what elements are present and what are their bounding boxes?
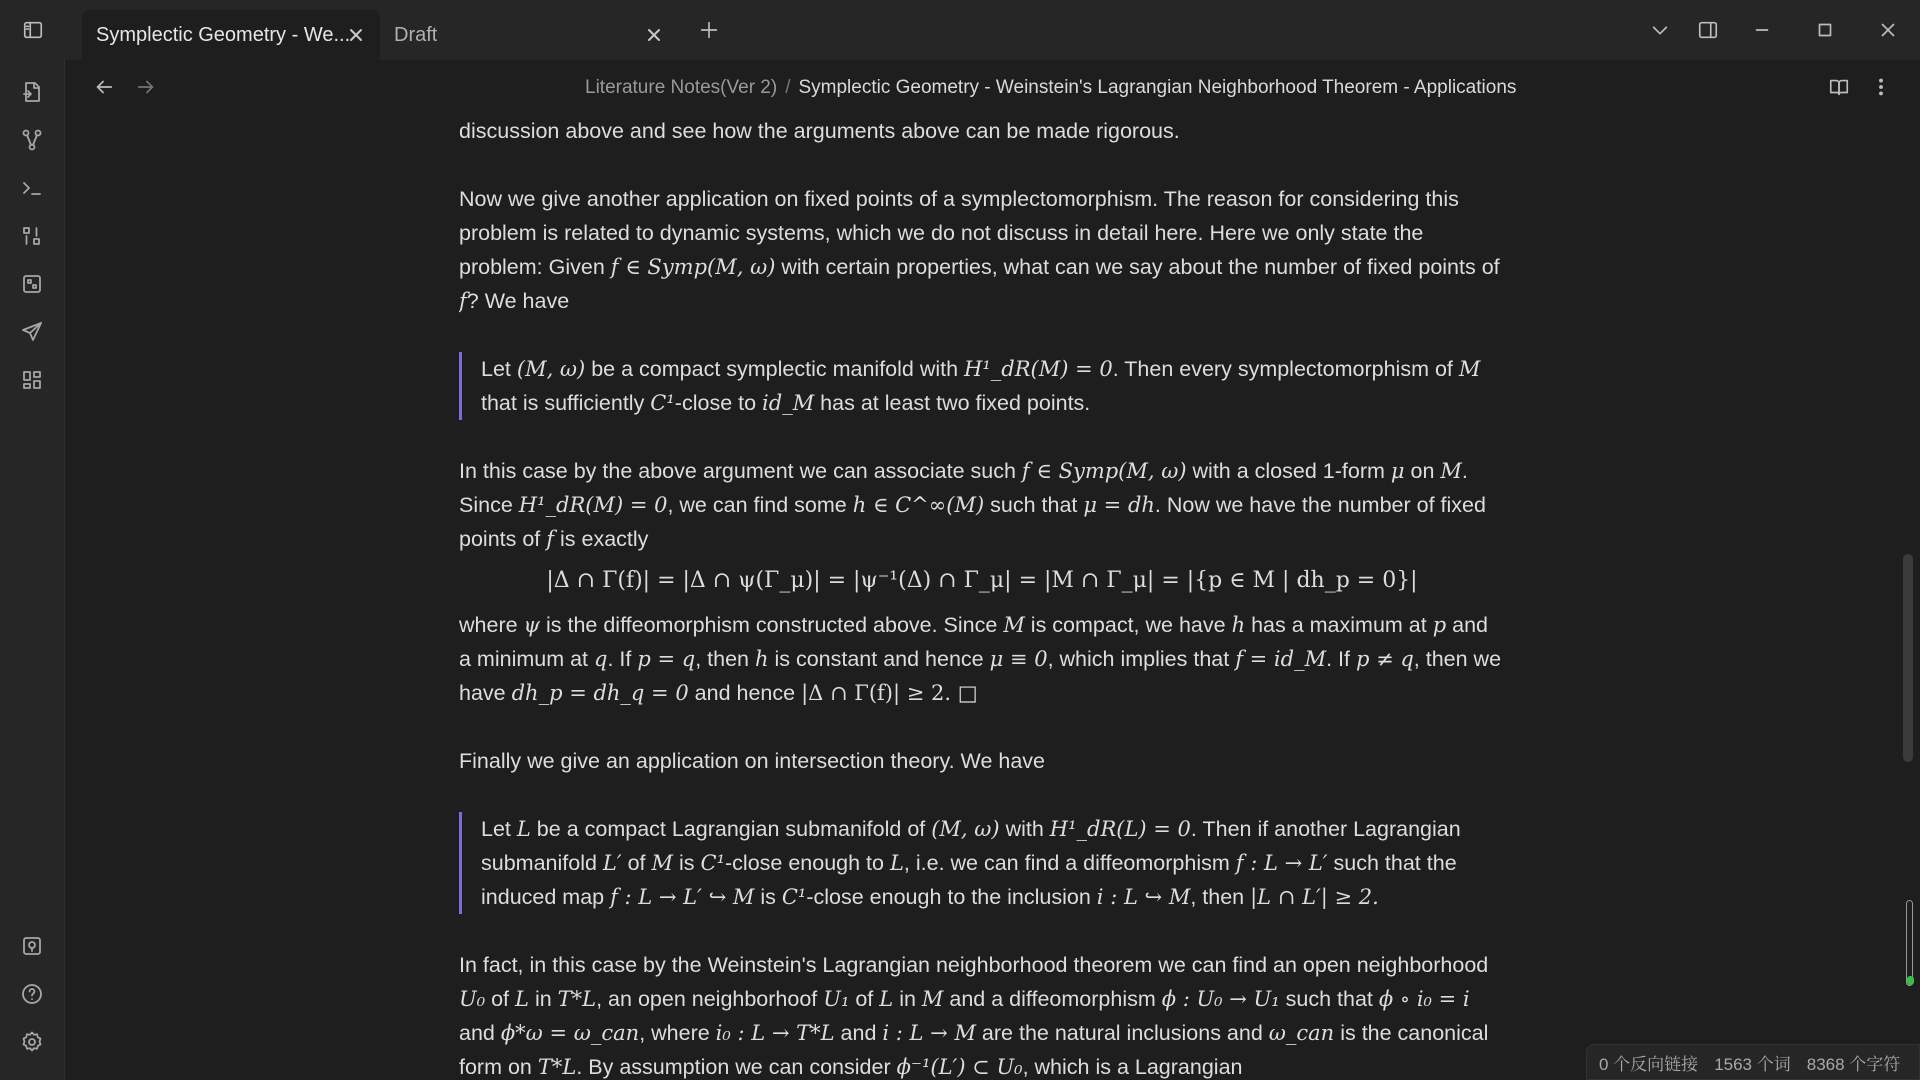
title-bar <box>0 0 1920 60</box>
tab-label: Symplectic Geometry - We... <box>96 23 351 46</box>
maximize-icon[interactable] <box>1808 13 1842 47</box>
math-inline: U₀ <box>459 987 486 1011</box>
math-inline: i : L → M <box>882 1021 976 1045</box>
math-inline: p <box>1432 613 1447 637</box>
text: . Since <box>459 459 1468 517</box>
text: , an open neighborhoof <box>596 987 824 1011</box>
paragraph <box>459 114 1505 148</box>
tab-list-chevron-down-icon[interactable] <box>1643 13 1677 47</box>
math-inline: ϕ⁻¹(L′) ⊂ U₀ <box>896 1055 1023 1079</box>
text: such that <box>984 493 1084 517</box>
view-header <box>65 60 1920 114</box>
back-arrow-icon[interactable] <box>87 70 121 104</box>
text: . If <box>1326 647 1356 671</box>
math-inline: f ∈ Symp(M, ω) <box>610 255 776 279</box>
math-inline: |L ∩ L′| ≥ 2. <box>1250 885 1379 909</box>
math-inline: M <box>651 851 674 875</box>
text: Now we give another application on fixed points of a symplectomorphism. The reason for considering this problem is related to dynamic systems, which we do not discuss in detail here. Here we only state the problem: Given <box>459 187 1459 279</box>
math-inline: f = id_M <box>1235 647 1327 671</box>
text: discussion above and see how the arguments above can be made rigorous. <box>459 119 1180 143</box>
math-inline: i₀ : L → T*L <box>715 1021 835 1045</box>
text: and <box>834 1021 883 1045</box>
math-inline: L <box>889 851 904 875</box>
math-inline: p = q <box>637 647 696 671</box>
status-bar <box>1586 1044 1920 1080</box>
math-inline: μ ≡ 0 <box>989 647 1048 671</box>
math-inline: (M, ω) <box>516 357 586 381</box>
backlinks-count[interactable]: 0 个反向链接 <box>1599 1054 1699 1074</box>
text: -close to <box>674 391 763 415</box>
close-window-icon[interactable] <box>1871 13 1905 47</box>
breadcrumb-current[interactable]: Symplectic Geometry - Weinstein's Lagrangian Neighborhood Theorem - Applications <box>798 77 1517 98</box>
close-icon[interactable] <box>344 23 368 47</box>
text: of <box>621 851 652 875</box>
text: on <box>1404 459 1441 483</box>
math-inline: f ∈ Symp(M, ω) <box>1021 459 1187 483</box>
word-count: 1563 个词 <box>1714 1054 1791 1074</box>
text: is the diffeomorphism constructed above. Since <box>540 613 1004 637</box>
breadcrumb <box>585 77 1516 99</box>
text: Let <box>481 357 517 381</box>
sort-icon[interactable] <box>16 220 48 252</box>
text: , i.e. we can find a diffeomorphism <box>903 851 1236 875</box>
left-ribbon <box>0 60 65 1080</box>
math-inline: M <box>921 987 944 1011</box>
text: is <box>673 851 701 875</box>
math-inline: M <box>1458 357 1481 381</box>
math-inline: ψ <box>523 613 541 637</box>
math-inline: M <box>1440 459 1462 483</box>
vault-switch-icon[interactable] <box>16 930 48 962</box>
math-inline: H¹_dR(M) = 0 <box>518 493 668 517</box>
text: that is sufficiently <box>481 391 651 415</box>
graph-view-icon[interactable] <box>16 124 48 156</box>
paragraph <box>459 454 1505 556</box>
math-inline: ϕ ∘ i₀ = i <box>1378 987 1470 1011</box>
text: is constant and hence <box>768 647 990 671</box>
math-inline: M <box>1003 613 1025 637</box>
new-tab-icon[interactable] <box>692 13 726 47</box>
text: . By assumption we can consider <box>576 1055 897 1079</box>
more-options-icon[interactable] <box>1864 70 1898 104</box>
text: is exactly <box>554 527 649 551</box>
math-inline: C¹ <box>781 885 807 909</box>
text: and <box>459 1021 501 1045</box>
forward-arrow-icon[interactable] <box>129 70 163 104</box>
tab-symplectic-geometry[interactable] <box>82 10 380 60</box>
math-inline: h <box>754 647 769 671</box>
math-display: |Δ ∩ Γ(f)| = |Δ ∩ ψ(Γ_μ)| = |ψ⁻¹(Δ) ∩ Γ_μ| = |M ∩ Γ_μ| = |{p ∈ M | dh_p = 0}| <box>546 568 1418 593</box>
text: In fact, in this case by the Weinstein's Lagrangian neighborhood theorem we can find an open neighborhood <box>459 953 1489 977</box>
text: . Then every symplectomorphism of <box>1112 357 1459 381</box>
close-icon[interactable] <box>642 23 666 47</box>
blockquote-theorem <box>459 352 1505 420</box>
math-inline: h <box>1231 613 1246 637</box>
text: be a compact Lagrangian submanifold of <box>530 817 932 841</box>
math-inline: ϕ : U₀ → U₁ <box>1161 987 1280 1011</box>
text: Finally we give an application on intersection theory. We have <box>459 749 1046 773</box>
math-inline: h ∈ C^∞(M) <box>852 493 985 517</box>
math-inline: μ <box>1390 459 1405 483</box>
math-inline: C¹ <box>650 391 675 415</box>
text: in <box>893 987 922 1011</box>
math-inline: C¹ <box>700 851 726 875</box>
text: ? We have <box>466 289 570 313</box>
paragraph <box>459 182 1505 318</box>
math-inline: T*L <box>557 987 597 1011</box>
math-inline: f <box>459 289 467 313</box>
text: where <box>459 613 524 637</box>
math-inline: |Δ ∩ Γ(f)| ≥ 2. □ <box>801 681 978 705</box>
math-inline: T*L <box>537 1055 577 1079</box>
text: has a maximum at <box>1245 613 1433 637</box>
help-icon[interactable] <box>16 978 48 1010</box>
text: and a diffeomorphism <box>943 987 1162 1011</box>
math-inline: f <box>546 527 555 551</box>
scrollbar-thumb[interactable] <box>1903 554 1913 762</box>
text: with <box>999 817 1050 841</box>
text: , then <box>695 647 755 671</box>
breadcrumb-separator: / <box>785 77 791 98</box>
text: Let <box>481 817 517 841</box>
text: , then we have <box>459 647 1502 705</box>
settings-gear-icon[interactable] <box>16 1026 48 1058</box>
character-count: 8368 个字符 <box>1806 1054 1901 1074</box>
text: , which is a Lagrangian <box>1022 1055 1243 1079</box>
text: -close enough to the inclusion <box>806 885 1097 909</box>
tab-label: Draft <box>394 23 438 46</box>
text: and a minimum at <box>459 613 1488 671</box>
math-inline: p ≠ q <box>1355 647 1414 671</box>
text: has at least two fixed points. <box>814 391 1091 415</box>
tab-draft[interactable] <box>380 10 680 60</box>
text: . If <box>607 647 638 671</box>
text: are the natural inclusions and <box>975 1021 1269 1045</box>
text: In this case by the above argument we can associate such <box>459 459 1022 483</box>
canvas-icon[interactable] <box>16 268 48 300</box>
math-inline: id_M <box>762 391 815 415</box>
math-inline: L <box>879 987 894 1011</box>
open-quick-switcher-icon[interactable] <box>16 76 48 108</box>
math-inline: H¹_dR(L) = 0 <box>1049 817 1191 841</box>
math-inline: L′ <box>602 851 622 875</box>
breadcrumb-parent[interactable]: Literature Notes(Ver 2) <box>585 77 778 98</box>
math-inline: i : L ↪ M <box>1096 885 1191 909</box>
math-inline: ω_can <box>1268 1021 1335 1045</box>
scroll-indicator-dot <box>1907 976 1914 985</box>
text: . Now we have the number of fixed points of <box>459 493 1486 551</box>
math-inline: q <box>594 647 608 671</box>
scroll-position-indicator[interactable] <box>1906 900 1913 986</box>
text: of <box>849 987 880 1011</box>
text: is the canonical form on <box>459 1021 1489 1079</box>
publish-send-icon[interactable] <box>16 316 48 348</box>
text: -close enough to <box>725 851 890 875</box>
reading-view-book-icon[interactable] <box>1822 70 1856 104</box>
command-palette-icon[interactable] <box>16 172 48 204</box>
text: , then <box>1190 885 1251 909</box>
paragraph <box>459 744 1505 778</box>
dashboard-grid-icon[interactable] <box>16 364 48 396</box>
right-sidebar-toggle-icon[interactable] <box>1691 13 1725 47</box>
text: of <box>485 987 516 1011</box>
math-inline: L <box>515 987 529 1011</box>
text: in <box>528 987 558 1011</box>
paragraph <box>459 948 1505 1080</box>
text: . Then if another Lagrangian submanifold <box>481 817 1461 875</box>
math-inline: (M, ω) <box>931 817 1000 841</box>
math-inline: f : L → L′ <box>1235 851 1328 875</box>
paragraph <box>459 608 1505 710</box>
text: is <box>754 885 782 909</box>
text: with a closed 1-form <box>1186 459 1391 483</box>
text: with certain properties, what can we say about the number of fixed points of <box>775 255 1500 279</box>
math-inline: μ = dh <box>1083 493 1155 517</box>
blockquote-theorem <box>459 812 1505 914</box>
math-inline: U₁ <box>823 987 850 1011</box>
minimize-icon[interactable] <box>1745 13 1779 47</box>
text: , where <box>639 1021 716 1045</box>
text: , we can find some <box>667 493 853 517</box>
math-inline: H¹_dR(M) = 0 <box>964 357 1113 381</box>
text: and hence <box>688 681 802 705</box>
sidebar-toggle-icon[interactable] <box>16 13 50 47</box>
text: such that <box>1279 987 1379 1011</box>
math-inline: f : L → L′ ↪ M <box>610 885 755 909</box>
note-content[interactable] <box>459 114 1505 1080</box>
text: such that the induced map <box>481 851 1457 909</box>
text: , which implies that <box>1047 647 1236 671</box>
math-inline: ϕ*ω = ω_can <box>500 1021 640 1045</box>
text: be a compact symplectic manifold with <box>585 357 965 381</box>
text: is compact, we have <box>1024 613 1232 637</box>
math-inline: L <box>516 817 531 841</box>
math-inline: dh_p = dh_q = 0 <box>511 681 689 705</box>
